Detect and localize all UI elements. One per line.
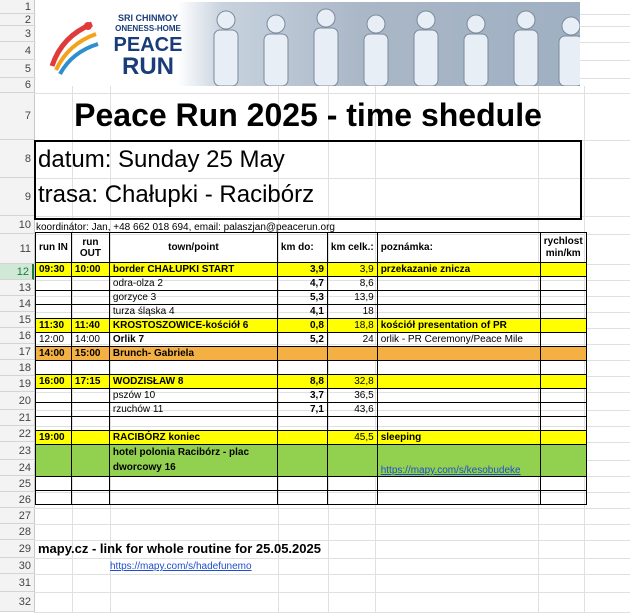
cell-out[interactable] — [71, 277, 109, 291]
footer-map-link[interactable]: https://mapy.com/s/hadefunemo — [110, 561, 252, 572]
gridline — [34, 93, 630, 94]
cell-in[interactable]: 14:00 — [36, 347, 72, 361]
row-number[interactable]: 4 — [0, 42, 34, 60]
schedule-row[interactable] — [36, 347, 587, 361]
cell-out[interactable]: 10:00 — [71, 263, 109, 277]
schedule-row[interactable] — [36, 375, 587, 389]
header-run-out: run OUT — [71, 233, 109, 263]
row-number[interactable]: 5 — [0, 60, 34, 78]
gridline — [34, 524, 630, 525]
cell-km[interactable] — [277, 347, 327, 361]
row-number[interactable]: 1 — [0, 0, 34, 14]
cell-in[interactable] — [36, 389, 72, 403]
row-number[interactable]: 9 — [0, 178, 34, 216]
peace-run-banner — [36, 2, 580, 86]
empty-row[interactable] — [36, 491, 587, 505]
cell-note[interactable]: przekazanie znicza — [377, 263, 540, 277]
row-number[interactable]: 21 — [0, 410, 34, 426]
schedule-row[interactable] — [36, 291, 587, 305]
row-number[interactable]: 20 — [0, 392, 34, 410]
cell-out[interactable]: 11:40 — [71, 319, 109, 333]
cell-total[interactable]: 18,8 — [327, 319, 377, 333]
cell-km[interactable]: 4,7 — [277, 277, 327, 291]
cell-town[interactable] — [109, 417, 277, 431]
cell-total[interactable]: 3,9 — [327, 263, 377, 277]
row-number[interactable]: 3 — [0, 26, 34, 42]
cell-total[interactable]: 43,6 — [327, 403, 377, 417]
cell-note[interactable] — [377, 389, 540, 403]
cell-town[interactable]: Brunch- Gabriela — [109, 347, 277, 361]
datum-line: datum: Sunday 25 May — [38, 146, 285, 173]
schedule-row[interactable] — [36, 417, 587, 431]
cell-town[interactable]: KROSTOSZOWICE-kościół 6 — [109, 319, 277, 333]
row-number[interactable]: 27 — [0, 508, 34, 524]
cell-town[interactable]: Orlik 7 — [109, 333, 277, 347]
schedule-row[interactable] — [36, 319, 587, 333]
cell-total[interactable]: 45,5 — [327, 431, 377, 445]
cell-town[interactable]: rzuchów 11 — [109, 403, 277, 417]
header-run-in: run IN — [36, 233, 72, 263]
cell-in[interactable]: 16:00 — [36, 375, 72, 389]
row-number[interactable]: 15 — [0, 312, 34, 328]
cell-town[interactable]: turza śląska 4 — [109, 305, 277, 319]
cell-km[interactable] — [277, 361, 327, 375]
cell-rychlost[interactable] — [540, 291, 586, 305]
cell-rychlost[interactable] — [540, 305, 586, 319]
empty-row[interactable] — [36, 477, 587, 491]
schedule-row[interactable] — [36, 403, 587, 417]
cell-note[interactable]: kościół presentation of PR — [377, 319, 540, 333]
cell-rychlost[interactable] — [540, 403, 586, 417]
hotel-line-2: dworcowy 16 — [112, 462, 176, 473]
peace-run-logo-icon — [42, 16, 102, 76]
logo-line-1: SRI CHINMOY — [117, 13, 178, 23]
page-title: Peace Run 2025 - time shedule — [74, 97, 542, 133]
cell-in[interactable]: 09:30 — [36, 263, 72, 277]
cell-total[interactable]: 24 — [327, 333, 377, 347]
cell-town[interactable] — [109, 361, 277, 375]
hotel-line-1: hotel polonia Racibórz - plac — [112, 447, 250, 458]
header-km-do: km do: — [277, 233, 327, 263]
header-rychlost: rychlost min/km — [540, 233, 586, 263]
schedule-row[interactable] — [36, 263, 587, 277]
row-number[interactable]: 14 — [0, 296, 34, 312]
cell-total[interactable]: 13,9 — [327, 291, 377, 305]
cell-total[interactable]: 18 — [327, 305, 377, 319]
row-number[interactable]: 28 — [0, 524, 34, 540]
cell-in[interactable]: 11:30 — [36, 319, 72, 333]
cell-in[interactable] — [36, 403, 72, 417]
cell-km[interactable]: 7,1 — [277, 403, 327, 417]
row-number[interactable]: 11 — [0, 234, 34, 264]
header-km-celk: km celk.: — [327, 233, 377, 263]
row-number[interactable]: 31 — [0, 574, 34, 592]
trasa-line: trasa: Chałupki - Racibórz — [38, 181, 315, 208]
cell-in[interactable] — [36, 277, 72, 291]
cell-rychlost[interactable] — [540, 375, 586, 389]
cell-rychlost[interactable] — [540, 347, 586, 361]
cell-in[interactable]: 19:00 — [36, 431, 72, 445]
row-number[interactable]: 30 — [0, 558, 34, 574]
row-number[interactable]: 12 — [0, 264, 34, 280]
row-number[interactable]: 7 — [0, 93, 34, 140]
cell-in[interactable] — [36, 305, 72, 319]
row-number[interactable]: 18 — [0, 360, 34, 376]
cell-rychlost[interactable] — [540, 277, 586, 291]
cell-in[interactable] — [36, 291, 72, 305]
cell-km[interactable]: 4,1 — [277, 305, 327, 319]
cell-rychlost[interactable] — [540, 319, 586, 333]
schedule-row[interactable] — [36, 431, 587, 445]
schedule-row[interactable] — [36, 333, 587, 347]
gridline — [34, 574, 630, 575]
row-number[interactable]: 10 — [0, 216, 34, 234]
cell-rychlost[interactable] — [540, 431, 586, 445]
cell-km[interactable]: 3,7 — [277, 389, 327, 403]
cell-town[interactable]: RACIBÓRZ koniec — [109, 431, 277, 445]
cell-note[interactable]: orlik - PR Ceremony/Peace Mile — [377, 333, 540, 347]
cell-note[interactable] — [377, 375, 540, 389]
row-number[interactable]: 22 — [0, 426, 34, 442]
cell-out[interactable] — [71, 389, 109, 403]
cell-town[interactable]: gorzyce 3 — [109, 291, 277, 305]
cell-rychlost[interactable] — [540, 333, 586, 347]
koordinator-line: koordinátor: Jan, +48 662 018 694, email: palaszjan@peacerun.org — [36, 222, 335, 233]
schedule-row[interactable] — [36, 305, 587, 319]
cell-out[interactable] — [71, 361, 109, 375]
cell-out[interactable] — [71, 291, 109, 305]
cell-total[interactable]: 8,6 — [327, 277, 377, 291]
cell-rychlost[interactable] — [540, 361, 586, 375]
hotel-map-link[interactable]: https://mapy.com/s/kesobudeke — [380, 465, 521, 476]
header-town: town/point — [109, 233, 277, 263]
cell-town[interactable]: border CHAŁUPKI START — [109, 263, 277, 277]
cell-km[interactable]: 8,8 — [277, 375, 327, 389]
cell-km[interactable]: 5,3 — [277, 291, 327, 305]
row-number[interactable]: 13 — [0, 280, 34, 296]
row-number[interactable]: 29 — [0, 540, 34, 558]
cell-town[interactable]: WODZISŁAW 8 — [109, 375, 277, 389]
cell-km[interactable]: 3,9 — [277, 263, 327, 277]
schedule-row[interactable] — [36, 361, 587, 375]
logo-line-4: RUN — [122, 53, 174, 80]
cell-total[interactable]: 32,8 — [327, 375, 377, 389]
row-number[interactable]: 24 — [0, 460, 34, 476]
row-number[interactable]: 2 — [0, 14, 34, 26]
cell-total[interactable] — [327, 417, 377, 431]
gridline — [34, 558, 630, 559]
cell-km[interactable]: 5,2 — [277, 333, 327, 347]
schedule-row[interactable] — [36, 277, 587, 291]
cell-town[interactable]: odra-olza 2 — [109, 277, 277, 291]
schedule-table — [35, 232, 587, 505]
cell-out[interactable]: 15:00 — [71, 347, 109, 361]
cell-out[interactable] — [71, 403, 109, 417]
hotel-cell[interactable] — [109, 445, 277, 477]
cell-note[interactable] — [377, 361, 540, 375]
cell-total[interactable] — [327, 361, 377, 375]
row-number[interactable]: 26 — [0, 492, 34, 508]
cell-out[interactable] — [71, 305, 109, 319]
cell-note[interactable]: sleeping — [377, 431, 540, 445]
cell-out[interactable] — [71, 431, 109, 445]
cell-note[interactable] — [377, 347, 540, 361]
schedule-row[interactable] — [36, 389, 587, 403]
table-header-row — [36, 233, 587, 263]
cell-in[interactable]: 12:00 — [36, 333, 72, 347]
cell-note[interactable] — [377, 291, 540, 305]
cell-note[interactable] — [377, 305, 540, 319]
hotel-row[interactable] — [36, 445, 587, 477]
row-number[interactable]: 23 — [0, 442, 34, 460]
cell-out[interactable]: 17:15 — [71, 375, 109, 389]
cell-rychlost[interactable] — [540, 389, 586, 403]
cell-in[interactable] — [36, 361, 72, 375]
cell-km[interactable]: 0,8 — [277, 319, 327, 333]
cell-km[interactable] — [277, 431, 327, 445]
header-poznamka: poznámka: — [377, 233, 540, 263]
gridline — [34, 592, 630, 593]
cell-note[interactable] — [377, 403, 540, 417]
footer-title: mapy.cz - link for whole routine for 25.05.2025 — [38, 541, 321, 556]
cell-km[interactable] — [277, 417, 327, 431]
cell-total[interactable] — [327, 347, 377, 361]
cell-rychlost[interactable] — [540, 263, 586, 277]
row-number[interactable]: 8 — [0, 140, 34, 178]
row-number[interactable]: 19 — [0, 376, 34, 392]
cell-out[interactable]: 14:00 — [71, 333, 109, 347]
cell-total[interactable]: 36,5 — [327, 389, 377, 403]
row-number[interactable]: 32 — [0, 592, 34, 612]
runners-photo — [186, 2, 580, 86]
row-number[interactable]: 25 — [0, 476, 34, 492]
cell-out[interactable] — [71, 417, 109, 431]
row-number[interactable]: 6 — [0, 78, 34, 93]
cell-in[interactable] — [36, 417, 72, 431]
cell-note[interactable] — [377, 417, 540, 431]
cell-town[interactable]: pszów 10 — [109, 389, 277, 403]
row-number[interactable]: 16 — [0, 328, 34, 344]
row-number[interactable]: 17 — [0, 344, 34, 360]
cell-note[interactable] — [377, 277, 540, 291]
logo-line-2: ONENESS-HOME — [115, 24, 181, 33]
logo-line-3: PEACE — [113, 34, 183, 56]
cell-rychlost[interactable] — [540, 417, 586, 431]
gridline — [34, 508, 630, 509]
